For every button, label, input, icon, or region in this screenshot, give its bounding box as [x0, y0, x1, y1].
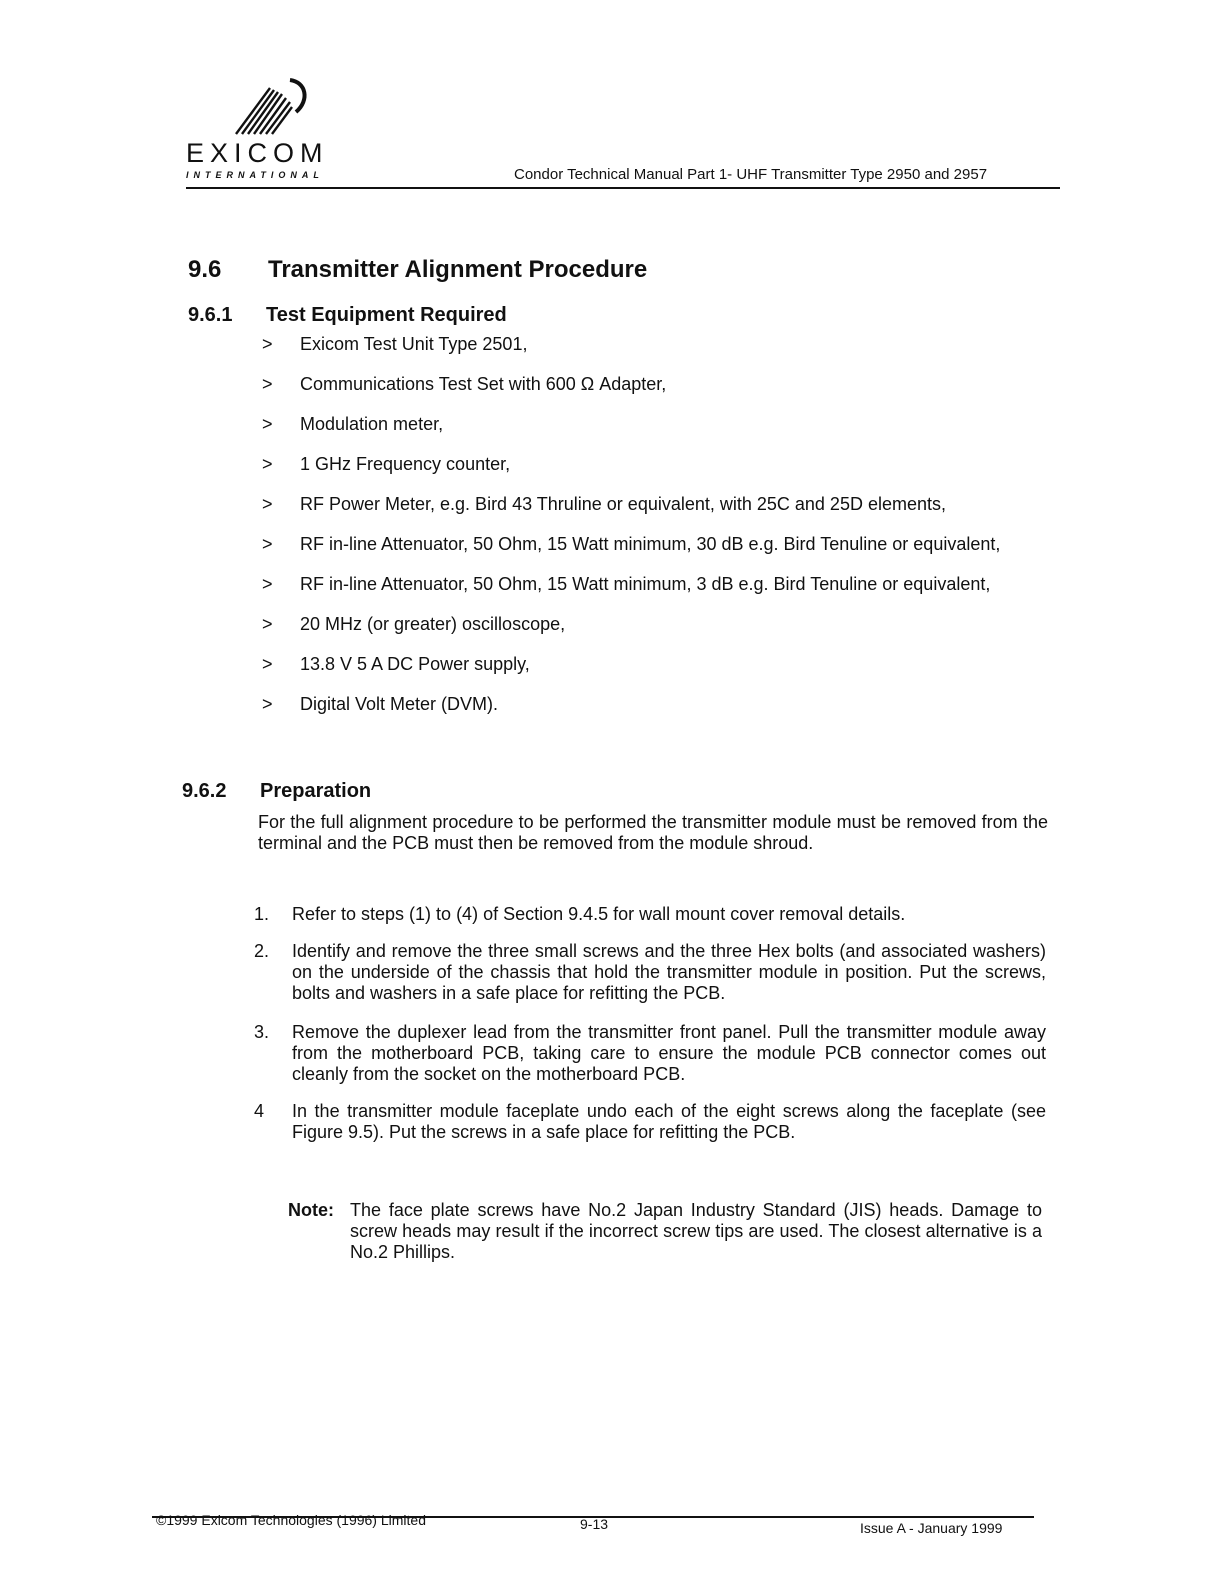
step-number: 3.	[254, 1022, 270, 1042]
note-text: The face plate screws have No.2 Japan Industry Standard (JIS) heads. Damage to screw heads may result if the incorrect screw tips are used. The closest alternative is a No.2 Phillips.	[350, 1200, 1042, 1262]
bullet-marker: >	[262, 534, 273, 554]
step-item: 4 In the transmitter module faceplate undo each of the eight screws along the faceplate (see Figure 9.5). Put the screws in a safe place for refitting the PCB.	[254, 1101, 1046, 1142]
list-item: > Modulation meter,	[262, 414, 444, 434]
list-item: > Digital Volt Meter (DVM).	[262, 694, 499, 714]
list-item: > RF in-line Attenuator, 50 Ohm, 15 Watt minimum, 3 dB e.g. Bird Tenuline or equivalent,	[262, 574, 991, 594]
note-block	[288, 1200, 1042, 1263]
step-number: 2.	[254, 941, 270, 961]
header-title: Condor Technical Manual Part 1- UHF Transmitter Type 2950 and 2957	[514, 166, 988, 183]
bullet-marker: >	[262, 414, 273, 434]
exicom-logo	[186, 74, 346, 184]
list-item: > 1 GHz Frequency counter,	[262, 454, 511, 474]
list-item: > 20 MHz (or greater) oscilloscope,	[262, 614, 566, 634]
list-item: > RF in-line Attenuator, 50 Ohm, 15 Watt minimum, 30 dB e.g. Bird Tenuline or equivalent,	[262, 534, 1001, 554]
step-item: 1. Refer to steps (1) to (4) of Section 9.4.5 for wall mount cover removal details.	[254, 904, 906, 924]
bullet-marker: >	[262, 614, 273, 634]
note-label: Note:	[288, 1200, 334, 1220]
exicom-logo-icon	[230, 74, 310, 138]
equipment-list	[262, 334, 1052, 715]
subsection-number: 9.6.1	[188, 304, 233, 326]
step-number: 4	[254, 1101, 265, 1121]
subsection-heading-preparation	[182, 780, 371, 803]
step-item: 3. Remove the duplexer lead from the transmitter front panel. Pull the transmitter module away from the motherboard PCB, taking care to ensure the module PCB connector comes out cleanly from the socket on the motherboard PCB.	[254, 1022, 1046, 1084]
list-item: > Exicom Test Unit Type 2501,	[262, 334, 528, 354]
subsection-number: 9.6.2	[182, 780, 227, 802]
list-item: > RF Power Meter, e.g. Bird 43 Thruline or equivalent, with 25C and 25D elements,	[262, 494, 946, 514]
bullet-marker: >	[262, 454, 273, 474]
footer-page-number: 9-13	[580, 1516, 609, 1532]
preparation-intro: For the full alignment procedure to be performed the transmitter module must be removed from the terminal and the PCB must then be removed from the module shroud.	[258, 812, 1048, 853]
section-number: 9.6	[188, 256, 222, 283]
preparation-steps	[254, 904, 1046, 1143]
header-rule	[186, 187, 1060, 189]
bullet-marker: >	[262, 654, 273, 674]
list-item: > Communications Test Set with 600 Ω Adapter,	[262, 374, 667, 394]
bullet-marker: >	[262, 494, 273, 514]
logo-wordmark: EXICOM	[186, 138, 329, 168]
bullet-marker: >	[262, 694, 273, 714]
logo-subtitle: INTERNATIONAL	[186, 170, 324, 180]
section-title: Transmitter Alignment Procedure	[268, 256, 648, 283]
step-number: 1.	[254, 904, 270, 924]
subsection-title: Test Equipment Required	[266, 304, 507, 326]
list-item: > 13.8 V 5 A DC Power supply,	[262, 654, 530, 674]
subsection-title: Preparation	[260, 780, 372, 802]
footer-copyright: ©1999 Exicom Technologies (1996) Limited	[156, 1512, 426, 1528]
bullet-marker: >	[262, 574, 273, 594]
bullet-marker: >	[262, 374, 273, 394]
section-heading	[188, 256, 647, 284]
subsection-heading-test-equipment	[188, 304, 507, 327]
footer-issue: Issue A - January 1999	[860, 1520, 1003, 1536]
step-item: 2. Identify and remove the three small screws and the three Hex bolts (and associated washers) on the underside of the chassis that hold the transmitter module in position. Put the screws, bolts and washers in a safe place for refitting the PCB.	[254, 941, 1046, 1003]
bullet-marker: >	[262, 334, 273, 354]
